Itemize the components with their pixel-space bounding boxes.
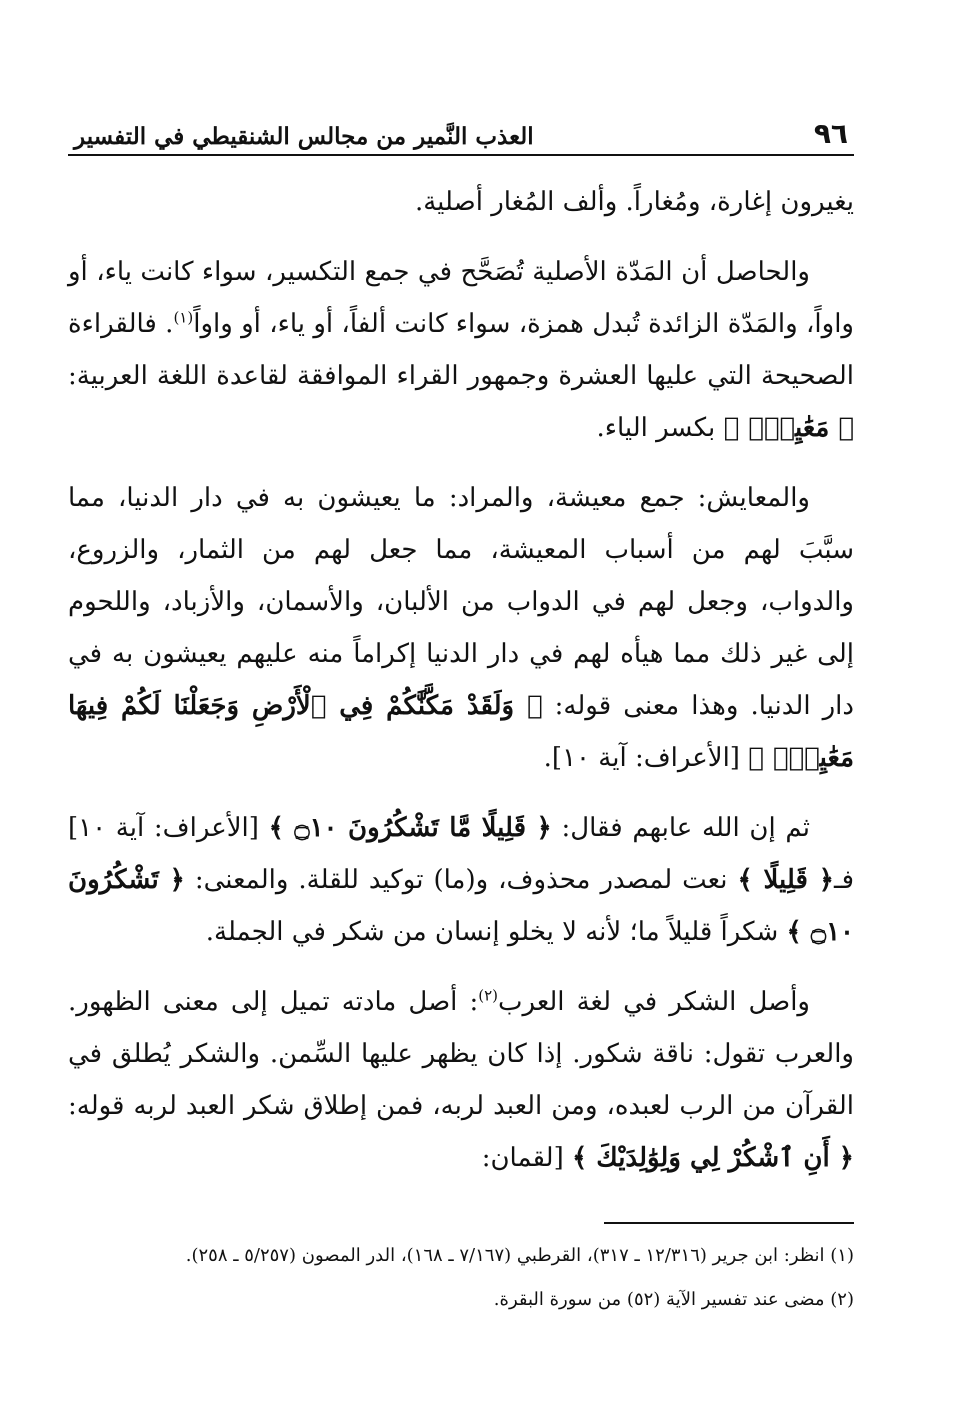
running-header: [68, 100, 854, 156]
paragraph-text: شكراً قليلاً ما؛ لأنه لا يخلو إنسان من شكر في الجملة.: [205, 917, 787, 947]
paragraph-text: [لقمان:: [481, 1143, 572, 1173]
paragraph-text: وأصل الشكر في لغة العرب: [498, 987, 810, 1017]
paragraph-text: بكسر الياء.: [596, 413, 724, 443]
paragraph-text: [الأعراف: آية ١٠] فـ: [68, 813, 854, 895]
paragraph-text: والمعايش: جمع معيشة، والمراد: ما يعيشون به في دار الدنيا، مما سبَّبَ لهم من أسباب المعيشة، مما جعل لهم من الثمار، والزروع، والدواب، وجعل لهم في الدواب من الألبان، والأسمان، والأزباد، واللحوم إلى غير ذلك مما هيأه لهم في دار الدنيا إكراماً منه عليهم يعيشون به في دار الدنيا. وهذا معنى قوله:: [68, 483, 854, 721]
quran-quote: ﴿ قَلِيلًا ﴾: [737, 865, 834, 895]
footnote-1: (١) انظر: ابن جرير (١٢/٣١٦ ـ ٣١٧)، القرطبي (٧/١٦٧ ـ ١٦٨)، الدر المصون (٥/٢٥٧ ـ ٢٥٨).: [185, 1245, 854, 1266]
footnotes: [68, 1222, 854, 1326]
page: [68, 100, 854, 1202]
page-number: ٩٦: [813, 117, 848, 150]
paragraph-1: [68, 176, 854, 228]
paragraph-2: [68, 246, 854, 454]
footnote-ref-1[interactable]: (١): [173, 308, 194, 327]
paragraph-text: والحاصل أن المَدّة الأصلية تُصَحَّح في جمع التكسير، سواء كانت ياء، أو واواً، والمَدّة الزائدة تُبدل همزة، سواء كانت ألفاً، أو ياء، أو واواً: [68, 257, 854, 339]
quran-quote: ﴿ مَعَٰيِشَۗ ﴾: [723, 413, 854, 443]
paragraph-3: [68, 472, 854, 784]
footnote-divider: [604, 1222, 854, 1224]
quran-quote: ﴿ أَنِ ٱشْكُرْ لِي وَلِوَٰلِدَيْكَ ﴾: [572, 1143, 854, 1173]
book-title: العذب النَّمير من مجالس الشنقيطي في التفسير: [74, 123, 534, 150]
footnote-2: (٢) مضى عند تفسير الآية (٥٢) من سورة البقرة.: [493, 1289, 854, 1310]
paragraph-text: . فالقراءة الصحيحة التي عليها العشرة وجمهور القراء الموافقة لقاعدة اللغة العربية:: [68, 309, 854, 391]
paragraph-text: : أصل مادته تميل إلى معنى الظهور. والعرب تقول: ناقة شكور. إذا كان يظهر عليها السِّمن. والشكر يُطلق في القرآن من الرب لعبده، ومن العبد لربه، فمن إطلاق شكر العبد لربه قوله:: [68, 987, 854, 1121]
quran-quote: ﴿ تَشْكُرُونَ ۝١٠ ﴾: [68, 865, 854, 947]
paragraph-5: [68, 976, 854, 1184]
paragraph-text: يغيرون إغارة، ومُغاراً. وألف المُغار أصلية.: [414, 187, 854, 217]
paragraph-text: نعت لمصدر محذوف، و(ما) توكيد للقلة. والمعنى:: [184, 865, 738, 895]
footnote-ref-2[interactable]: (٢): [478, 986, 499, 1005]
paragraph-text: ثم إن الله عابهم فقال:: [551, 813, 810, 843]
quran-quote: ﴿ وَلَقَدْ مَكَّنَّٰكُمْ فِي ٱلْأَرْضِ وَجَعَلْنَا لَكُمْ فِيهَا مَعَٰيِشَۗ ﴾: [68, 691, 854, 773]
paragraph-4: [68, 802, 854, 958]
paragraph-text: [الأعراف: آية ١٠].: [543, 743, 749, 773]
quran-quote: ﴿ قَلِيلًا مَّا تَشْكُرُونَ ۝١٠ ﴾: [268, 813, 552, 843]
page-body: [68, 176, 854, 1184]
